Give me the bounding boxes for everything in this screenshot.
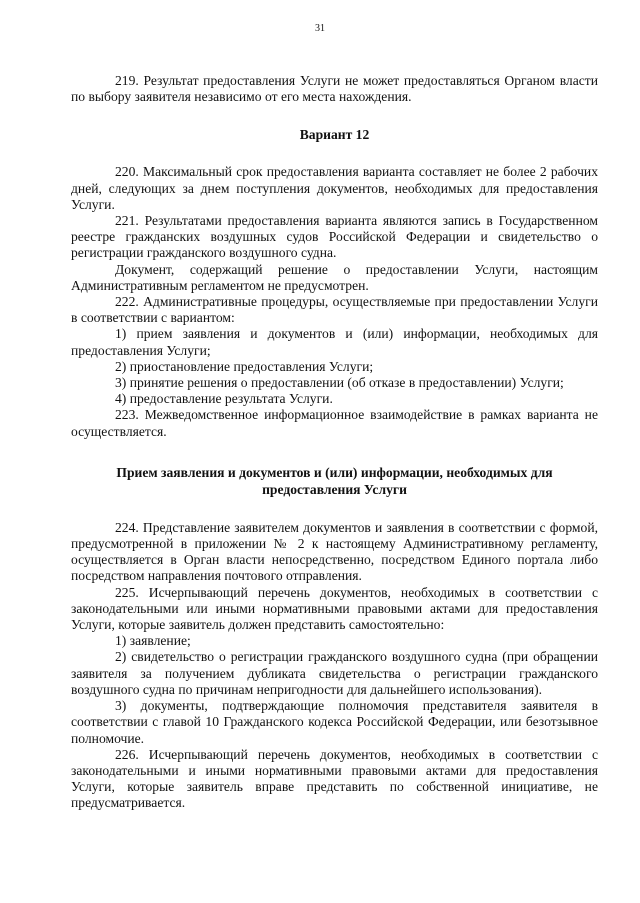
paragraph-224: 224. Представление заявителем документов и заявления в соответствии с формой, предусмотренной в приложении № 2 к настоящему Административному регламенту, осуществляется в Орган власти непосредственно, посредством Единого портала либо посредством направления почтового отправления.	[71, 519, 598, 584]
paragraph-221-document: Документ, содержащий решение о предоставлении Услуги, настоящим Административным регламентом не предусмотрен.	[71, 261, 598, 293]
page-number: 31	[315, 23, 325, 34]
paragraph-222: 222. Административные процедуры, осуществляемые при предоставлении Услуги в соответствии с вариантом:	[71, 294, 598, 326]
list-item-225-3: 3) документы, подтверждающие полномочия представителя заявителя в соответствии с главой 10 Гражданского кодекса Российской Федерации, или безотзывное полномочие.	[71, 698, 598, 746]
list-item-225-1: 1) заявление;	[115, 633, 191, 649]
document-body	[71, 73, 598, 812]
paragraph-219: 219. Результат предоставления Услуги не может предоставляться Органом власти по выбору заявителя независимо от его места нахождения.	[71, 73, 598, 105]
paragraph-223: 223. Межведомственное информационное взаимодействие в рамках варианта не осуществляется.	[71, 407, 598, 439]
list-item-222-4: 4) предоставление результата Услуги.	[115, 391, 333, 407]
heading-section-intake: Прием заявления и документов и (или) информации, необходимых для предоставления Услуги	[116, 464, 553, 497]
paragraph-220: 220. Максимальный срок предоставления варианта составляет не более 2 рабочих дней, следующих за днем поступления документов, необходимых для предоставления Услуги.	[71, 164, 598, 212]
list-item-222-1: 1) прием заявления и документов и (или) информации, необходимых для предоставления Услуги;	[71, 326, 598, 358]
paragraph-225: 225. Исчерпывающий перечень документов, необходимых в соответствии с законодательными или иными нормативными правовыми актами для предоставления Услуги, которые заявитель должен представить самостоятельно:	[71, 584, 598, 633]
list-item-225-2: 2) свидетельство о регистрации гражданского воздушного судна (при обращении заявителя за получением дубликата свидетельства о регистрации гражданского воздушного судна по причинам непригодности для дальнейшего использования).	[71, 649, 598, 697]
list-item-222-3: 3) принятие решения о предоставлении (об отказе в предоставлении) Услуги;	[115, 375, 564, 391]
paragraph-226: 226. Исчерпывающий перечень документов, необходимых в соответствии с законодательными и иными нормативными правовыми актами для предоставления Услуги, которые заявитель вправе представить по собственной инициативе, не предусматривается.	[71, 746, 598, 811]
heading-variant-12: Вариант 12	[299, 127, 370, 143]
paragraph-221: 221. Результатами предоставления варианта являются запись в Государственном реестре гражданских воздушных судов Российской Федерации и свидетельство о регистрации гражданского воздушного судна.	[71, 213, 598, 261]
list-item-222-2: 2) приостановление предоставления Услуги;	[115, 358, 374, 374]
